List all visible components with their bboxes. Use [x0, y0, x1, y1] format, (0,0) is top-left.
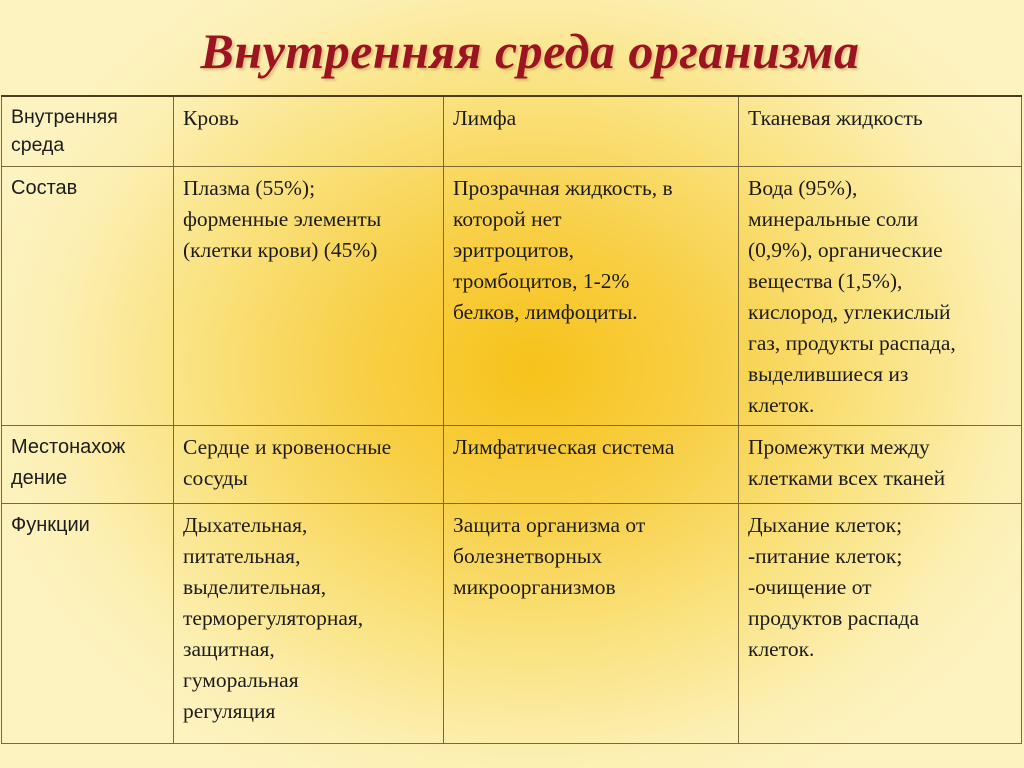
cell-tissue-fluid-functions: Дыхание клеток; -питание клеток; -очищение от продуктов распада клеток.: [739, 503, 1022, 743]
header-cell-lymph: Лимфа: [444, 96, 739, 166]
header-cell-tissue-fluid: Тканевая жидкость: [739, 96, 1022, 166]
slide-title: Внутренняя среда организма: [200, 23, 860, 79]
table-row-functions: [2, 503, 1022, 743]
cell-blood-functions: Дыхательная, питательная, выделительная, терморегуляторная, защитная, гуморальная регуляция: [174, 503, 444, 743]
header-cell-internal-environment: Внутренняя среда: [2, 96, 174, 166]
table-row-composition: [2, 166, 1022, 425]
comparison-table: [1, 95, 1022, 744]
table-row-location: [2, 425, 1022, 503]
row-label-functions: Функции: [2, 503, 174, 743]
cell-tissue-fluid-location: Промежутки между клетками всех тканей: [739, 425, 1022, 503]
header-cell-blood: Кровь: [174, 96, 444, 166]
table-header-row: [2, 96, 1022, 166]
cell-blood-composition: Плазма (55%); форменные элементы (клетки крови) (45%): [174, 166, 444, 425]
cell-lymph-composition: Прозрачная жидкость, в которой нет эритроцитов, тромбоцитов, 1-2% белков, лимфоциты.: [444, 166, 739, 425]
cell-lymph-functions: Защита организма от болезнетворных микроорганизмов: [444, 503, 739, 743]
cell-blood-location: Сердце и кровеносные сосуды: [174, 425, 444, 503]
cell-lymph-location: Лимфатическая система: [444, 425, 739, 503]
row-label-location: Местонахож дение: [2, 425, 174, 503]
cell-tissue-fluid-composition: Вода (95%), минеральные соли (0,9%), органические вещества (1,5%), кислород, углекислый газ, продукты распада, выделившиеся из клеток.: [739, 166, 1022, 425]
row-label-composition: Состав: [2, 166, 174, 425]
